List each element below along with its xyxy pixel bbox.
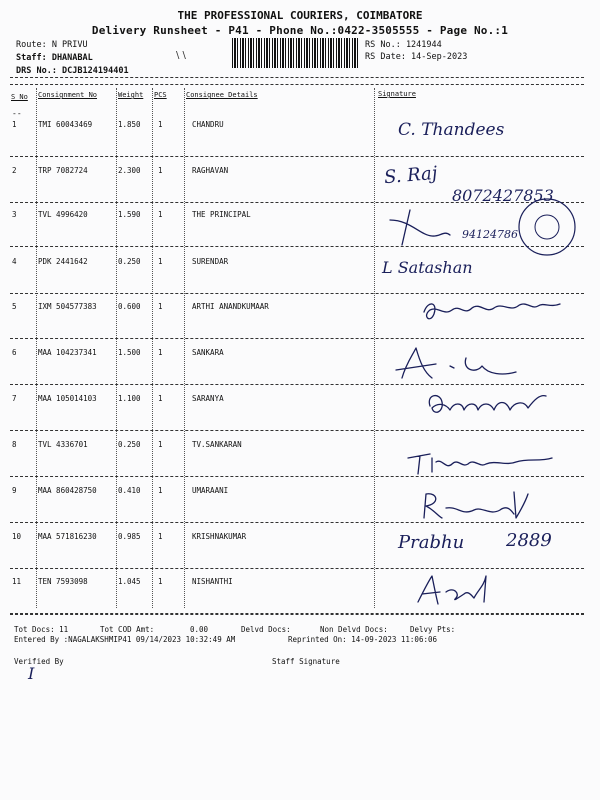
row-8-wt: 0.250: [118, 440, 141, 449]
row-6-wt: 1.500: [118, 348, 141, 357]
signature-9: [418, 488, 419, 489]
delvd-docs: Delvd Docs:: [241, 625, 291, 634]
row-1-wt: 1.850: [118, 120, 141, 129]
signature-4: L Satashan: [382, 258, 473, 277]
row-2-wt: 2.300: [118, 166, 141, 175]
signature-6: [392, 344, 393, 345]
institution-stamp: [515, 198, 516, 199]
non-delvd-docs: Non Delvd Docs:: [320, 625, 388, 634]
signature-7: [424, 390, 425, 391]
row-divider: [10, 476, 584, 477]
rs-date: RS Date: 14-Sep-2023: [365, 52, 468, 62]
row-1-name: CHANDRU: [192, 120, 224, 129]
row-2-sno: 2: [12, 166, 17, 175]
signature-11: [414, 572, 415, 573]
row-11-cn: TEN 7593098: [38, 577, 88, 586]
signature-1: C. Thandees: [398, 120, 505, 140]
row-1-cn: TMI 60043469: [38, 120, 93, 129]
row-8-cn: TVL 4336701: [38, 440, 88, 449]
row-9-name: UMARAANI: [192, 486, 229, 495]
col-pcs: PCS: [154, 91, 167, 99]
row-8-pcs: 1: [158, 440, 163, 449]
row-4-sno: 4: [12, 257, 17, 266]
col-consignment: Consignment No: [38, 91, 98, 99]
row-2-cn: TRP 7082724: [38, 166, 88, 175]
row-2-name: RAGHAVAN: [192, 166, 229, 175]
pen-stroke: \ \: [176, 50, 186, 61]
row-11-name: NISHANTHI: [192, 577, 233, 586]
row-11-sno: 11: [12, 577, 22, 586]
row-7-sno: 7: [12, 394, 17, 403]
rs-number: RS No.: 1241944: [365, 40, 442, 50]
row-11-pcs: 1: [158, 577, 163, 586]
row-10-pcs: 1: [158, 532, 163, 541]
row-2-pcs: 1: [158, 166, 163, 175]
sno-mark: --: [12, 109, 22, 118]
row-5-sno: 5: [12, 302, 17, 311]
col-consignee: Consignee Details: [186, 91, 258, 99]
row-3-sno: 3: [12, 210, 17, 219]
row-7-name: SARANYA: [192, 394, 224, 403]
tot-cod-value: 0.00: [190, 625, 209, 634]
row-10-name: KRISHNAKUMAR: [192, 532, 247, 541]
row-divider: [10, 522, 584, 523]
col-signature: Signature: [378, 90, 416, 98]
row-divider: [10, 384, 584, 385]
verified-by: Verified By: [14, 657, 64, 666]
row-10-sno: 10: [12, 532, 22, 541]
row-3-name: THE PRINCIPAL: [192, 210, 251, 219]
tot-cod-label: Tot COD Amt:: [100, 625, 155, 634]
row-1-pcs: 1: [158, 120, 163, 129]
divider: [10, 84, 584, 85]
row-5-name: ARTHI ANANDKUMAAR: [192, 302, 269, 311]
entered-by: Entered By :NAGALAKSHMIP41 09/14/2023 10:32:49 AM: [14, 635, 236, 644]
row-divider: [10, 568, 584, 569]
row-5-wt: 0.600: [118, 302, 141, 311]
row-6-name: SANKARA: [192, 348, 224, 357]
row-6-sno: 6: [12, 348, 17, 357]
runsheet-title: Delivery Runsheet - P41 - Phone No.:0422-3505555 - Page No.:1: [91, 24, 509, 37]
row-5-pcs: 1: [158, 302, 163, 311]
divider: [10, 77, 584, 78]
row-6-pcs: 1: [158, 348, 163, 357]
signature-3-number: 94124786: [462, 228, 518, 241]
row-1-sno: 1: [12, 120, 17, 129]
staff-label: Staff: DHANABAL: [16, 53, 93, 63]
row-3-pcs: 1: [158, 210, 163, 219]
delvy-pts: Delvy Pts:: [410, 625, 456, 634]
row-9-pcs: 1: [158, 486, 163, 495]
col-weight: Weight: [118, 91, 144, 99]
signature-5: [420, 298, 421, 299]
verifier-initial: I: [28, 664, 35, 683]
row-8-name: TV.SANKARAN: [192, 440, 242, 449]
row-divider: [10, 293, 584, 294]
row-7-cn: MAA 105014103: [38, 394, 97, 403]
barcode: [232, 38, 358, 68]
col-sno: S No: [11, 93, 28, 101]
company-title: THE PROFESSIONAL COURIERS, COIMBATORE: [177, 9, 423, 22]
reprinted-on: Reprinted On: 14-09-2023 11:06:06: [288, 635, 438, 644]
row-4-cn: PDK 2441642: [38, 257, 88, 266]
row-10-wt: 0.985: [118, 532, 141, 541]
row-5-cn: IXM 504577383: [38, 302, 97, 311]
row-divider: [10, 338, 584, 339]
row-divider: [10, 156, 584, 157]
route-label: Route: N PRIVU: [16, 40, 88, 50]
row-4-wt: 0.250: [118, 257, 141, 266]
signature-8: [406, 448, 407, 449]
row-divider: [10, 430, 584, 431]
divider: [10, 614, 584, 615]
tot-docs: Tot Docs: 11: [14, 625, 69, 634]
signature-10: Prabhu: [398, 532, 465, 553]
row-4-name: SURENDAR: [192, 257, 229, 266]
row-7-pcs: 1: [158, 394, 163, 403]
row-9-sno: 9: [12, 486, 17, 495]
row-11-wt: 1.045: [118, 577, 141, 586]
row-divider: [10, 246, 584, 247]
row-10-cn: MAA 571816230: [38, 532, 97, 541]
row-4-pcs: 1: [158, 257, 163, 266]
signature-10-number: 2889: [506, 530, 552, 551]
signature-3: [380, 200, 381, 201]
signature-2: S. Raj: [383, 162, 439, 189]
staff-signature: Staff Signature: [272, 657, 340, 666]
signature-2-phone: 8072427853: [452, 186, 554, 205]
row-9-cn: MAA 860428750: [38, 486, 97, 495]
row-3-wt: 1.590: [118, 210, 141, 219]
row-7-wt: 1.100: [118, 394, 141, 403]
drs-number: DRS No.: DCJB124194401: [16, 66, 129, 76]
row-8-sno: 8: [12, 440, 17, 449]
row-3-cn: TVL 4996420: [38, 210, 88, 219]
row-6-cn: MAA 104237341: [38, 348, 97, 357]
row-9-wt: 0.410: [118, 486, 141, 495]
